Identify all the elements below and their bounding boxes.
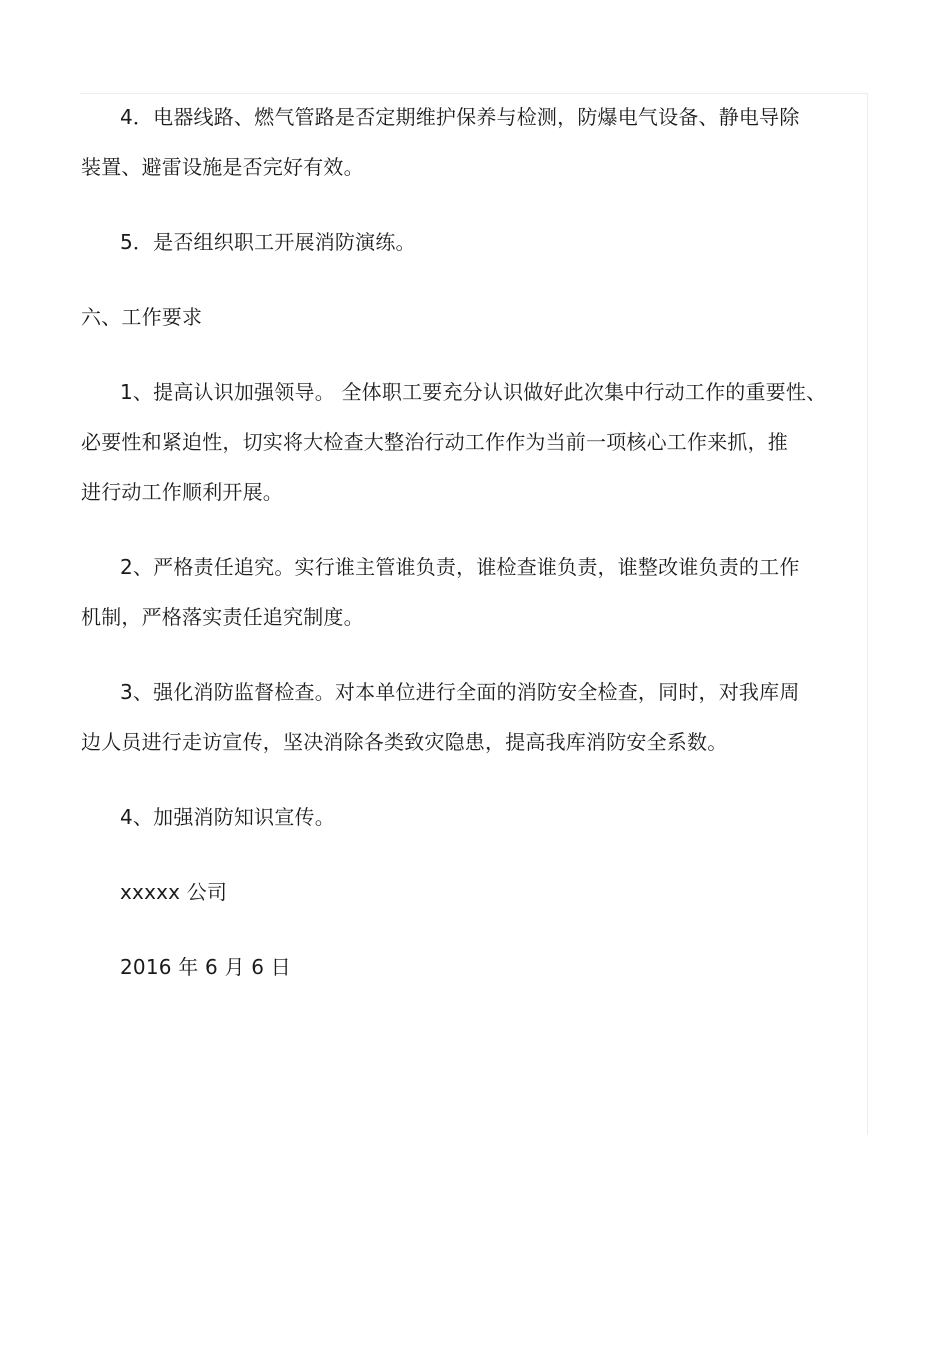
item-4-line-1: 4．电器线路、燃气管路是否定期维护保养与检测，防爆电气设备、静电导除	[120, 105, 800, 129]
company-name: xxxxx 公司	[120, 880, 228, 904]
requirement-4: 4、加强消防知识宣传。	[120, 805, 335, 829]
requirement-2-line-2: 机制，严格落实责任追究制度。	[81, 605, 364, 629]
item-4-line-2: 装置、避雷设施是否完好有效。	[81, 155, 364, 179]
section-heading: 六、工作要求	[81, 305, 203, 329]
item-5: 5．是否组织职工开展消防演练。	[120, 230, 416, 254]
requirement-1-line-3: 进行动工作顺利开展。	[81, 480, 283, 504]
document-date: 2016 年 6 月 6 日	[120, 955, 291, 979]
requirement-3-line-2: 边人员进行走访宣传，坚决消除各类致灾隐患，提高我库消防安全系数。	[81, 730, 728, 754]
requirement-1-line-1: 1、提高认识加强领导。 全体职工要充分认识做好此次集中行动工作的重要性、	[120, 380, 827, 404]
requirement-2-line-1: 2、严格责任追究。实行谁主管谁负责，谁检查谁负责，谁整改谁负责的工作	[120, 555, 800, 579]
requirement-3-line-1: 3、强化消防监督检查。对本单位进行全面的消防安全检查，同时，对我库周	[120, 680, 800, 704]
requirement-1-line-2: 必要性和紧迫性，切实将大检查大整治行动工作作为当前一项核心工作来抓，推	[81, 430, 788, 454]
